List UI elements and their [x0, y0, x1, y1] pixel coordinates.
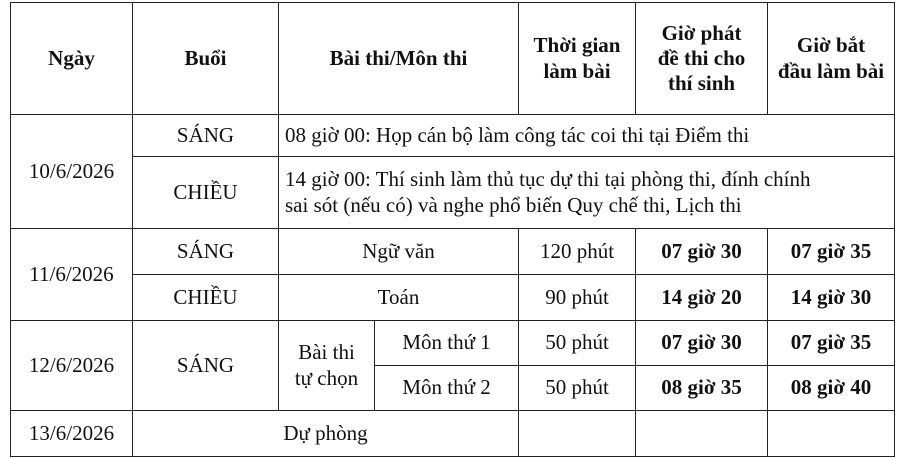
- duration-cell: 120 phút: [519, 229, 636, 275]
- empty-cell: [636, 411, 768, 457]
- start-time-cell: 14 giờ 30: [768, 275, 895, 321]
- date-cell: 13/6/2026: [11, 411, 133, 457]
- table-row: [11, 275, 895, 321]
- date-cell: 11/6/2026: [11, 229, 133, 321]
- table-row: [11, 229, 895, 275]
- header-distribute-line: đề thi cho: [657, 45, 746, 70]
- duration-cell: 50 phút: [519, 366, 636, 411]
- date-cell: 12/6/2026: [11, 321, 133, 411]
- subject-cell: Ngữ văn: [279, 229, 519, 275]
- empty-cell: [768, 411, 895, 457]
- distribute-time-cell: 14 giờ 20: [636, 275, 768, 321]
- header-distribute-line: thí sinh: [667, 71, 736, 96]
- duration-cell: 50 phút: [519, 321, 636, 366]
- note-cell: 08 giờ 00: Họp cán bộ làm công tác coi thi tại Điểm thi: [279, 115, 895, 157]
- elective-group-line: Bài thi: [298, 340, 355, 365]
- header-duration-line: làm bài: [543, 58, 611, 83]
- header-date: Ngày: [11, 3, 133, 115]
- subject-cell: Môn thứ 1: [375, 321, 519, 366]
- table-row: [11, 321, 895, 366]
- distribute-time-cell: 07 giờ 30: [636, 321, 768, 366]
- start-time-cell: 07 giờ 35: [768, 229, 895, 275]
- start-time-cell: 08 giờ 40: [768, 366, 895, 411]
- header-duration-line: Thời gian: [533, 33, 621, 58]
- start-time-cell: 07 giờ 35: [768, 321, 895, 366]
- table-row: [11, 157, 895, 229]
- header-distribute-line: Giờ phát: [661, 20, 742, 45]
- session-cell: SÁNG: [133, 115, 279, 157]
- exam-schedule-table: [10, 2, 895, 457]
- header-session: Buổi: [133, 3, 279, 115]
- subject-cell: Toán: [279, 275, 519, 321]
- subject-cell: Môn thứ 2: [375, 366, 519, 411]
- elective-group-line: tự chọn: [294, 365, 359, 390]
- session-cell: CHIỀU: [133, 275, 279, 321]
- date-cell: 10/6/2026: [11, 115, 133, 229]
- distribute-time-cell: 07 giờ 30: [636, 229, 768, 275]
- note-line: 14 giờ 00: Thí sinh làm thủ tục dự thi tại phòng thi, đính chính: [285, 167, 811, 192]
- session-cell: CHIỀU: [133, 157, 279, 229]
- header-distribute-time: [636, 3, 768, 115]
- session-cell: SÁNG: [133, 229, 279, 275]
- header-row: [11, 3, 895, 115]
- header-subject: Bài thi/Môn thi: [279, 3, 519, 115]
- header-start-line: Giờ bắt: [796, 33, 866, 58]
- session-cell: SÁNG: [133, 321, 279, 411]
- note-line: sai sót (nếu có) và nghe phổ biến Quy chế thi, Lịch thi: [285, 192, 742, 217]
- duration-cell: 90 phút: [519, 275, 636, 321]
- table-row: [11, 411, 895, 457]
- header-duration: [519, 3, 636, 115]
- elective-group-cell: [279, 321, 375, 411]
- header-start-line: đầu làm bài: [777, 58, 885, 83]
- header-start-time: [768, 3, 895, 115]
- table-row: [11, 115, 895, 157]
- note-cell: [279, 157, 895, 229]
- reserve-cell: Dự phòng: [133, 411, 519, 457]
- distribute-time-cell: 08 giờ 35: [636, 366, 768, 411]
- empty-cell: [519, 411, 636, 457]
